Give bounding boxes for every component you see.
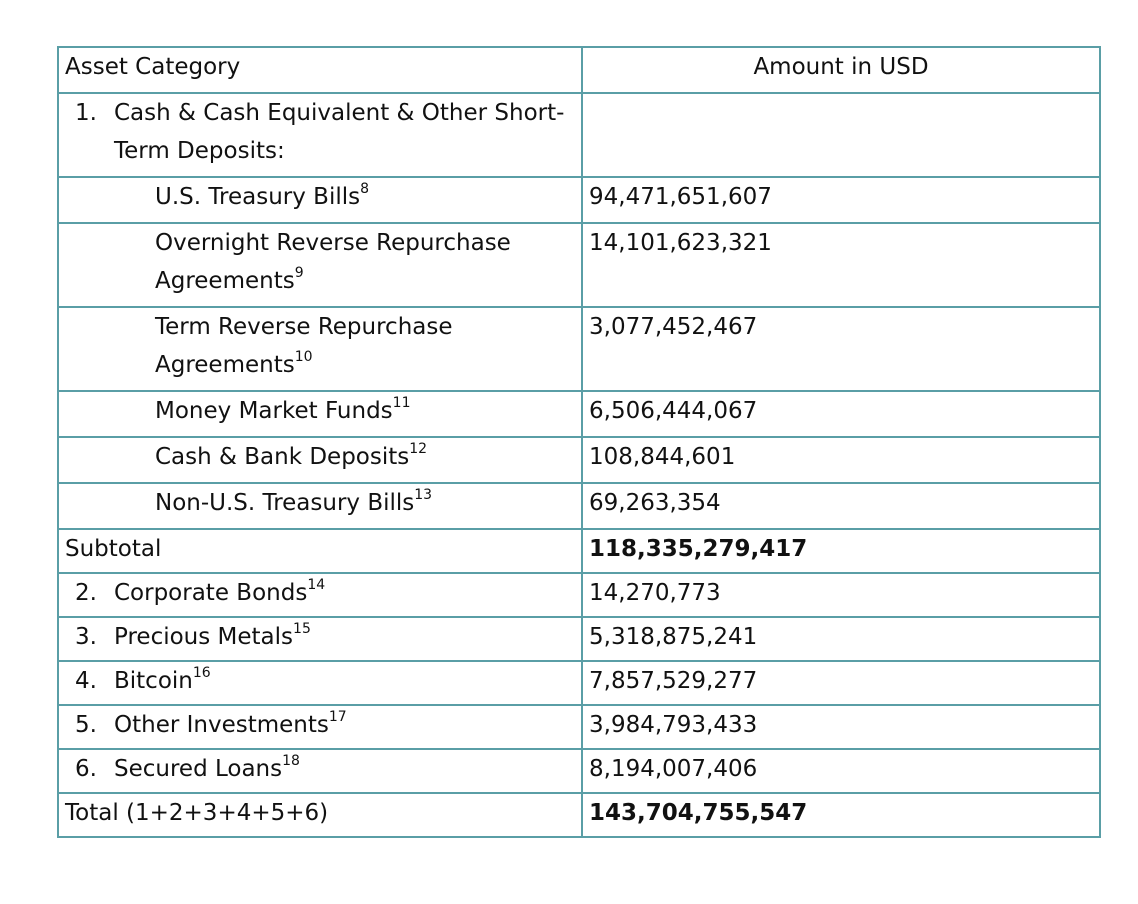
item-number: 5. <box>75 712 97 738</box>
subrow-label-cell <box>58 483 582 529</box>
asset-table-container <box>57 46 1099 838</box>
table-row <box>58 749 1100 793</box>
table-row <box>58 391 1100 437</box>
subrow-amount: 6,506,444,067 <box>582 391 1100 437</box>
subrow-label-cell <box>58 223 582 307</box>
item-label-cell <box>58 705 582 749</box>
subrow-label: Cash & Bank Deposits <box>155 444 410 470</box>
table-header-row <box>58 47 1100 93</box>
table-row <box>58 223 1100 307</box>
item-label-cell <box>58 573 582 617</box>
footnote-marker: 11 <box>392 395 411 412</box>
header-asset-category: Asset Category <box>58 47 582 93</box>
item-label: Bitcoin <box>114 668 193 694</box>
footnote-marker: 17 <box>328 709 347 726</box>
table-row <box>58 705 1100 749</box>
subrow-label-cell <box>58 437 582 483</box>
footnote-marker: 14 <box>307 577 326 594</box>
subrow-label: Money Market Funds <box>155 398 393 424</box>
item-amount: 8,194,007,406 <box>582 749 1100 793</box>
section-1-row <box>58 93 1100 177</box>
table-row <box>58 661 1100 705</box>
table-row <box>58 573 1100 617</box>
subrow-label: U.S. Treasury Bills <box>155 184 361 210</box>
item-label-cell <box>58 661 582 705</box>
table-row <box>58 437 1100 483</box>
footnote-marker: 8 <box>360 181 370 198</box>
subrow-amount: 14,101,623,321 <box>582 223 1100 307</box>
item-label: Corporate Bonds <box>114 580 308 606</box>
subrow-amount: 3,077,452,467 <box>582 307 1100 391</box>
item-label-cell <box>58 617 582 661</box>
item-number: 6. <box>75 756 97 782</box>
footnote-marker: 13 <box>414 487 433 504</box>
subrow-label: Non-U.S. Treasury Bills <box>155 490 415 516</box>
total-label: Total (1+2+3+4+5+6) <box>58 793 582 837</box>
subrow-amount: 94,471,651,607 <box>582 177 1100 223</box>
asset-table <box>57 46 1101 838</box>
header-amount-usd: Amount in USD <box>582 47 1100 93</box>
item-amount: 3,984,793,433 <box>582 705 1100 749</box>
item-amount: 7,857,529,277 <box>582 661 1100 705</box>
table-row <box>58 483 1100 529</box>
item-label: Secured Loans <box>114 756 283 782</box>
subrow-label-cell <box>58 177 582 223</box>
subrow-label: Overnight Reverse Repurchase Agreements <box>155 230 511 294</box>
item-amount: 14,270,773 <box>582 573 1100 617</box>
section-1-label: Cash & Cash Equivalent & Other Short-Term Deposits: <box>114 100 565 164</box>
subrow-amount: 108,844,601 <box>582 437 1100 483</box>
section-1-amount <box>582 93 1100 177</box>
subrow-label-cell <box>58 391 582 437</box>
table-row <box>58 177 1100 223</box>
subtotal-amount: 118,335,279,417 <box>582 529 1100 573</box>
subrow-amount: 69,263,354 <box>582 483 1100 529</box>
footnote-marker: 9 <box>294 265 304 282</box>
item-number: 3. <box>75 624 97 650</box>
subtotal-row <box>58 529 1100 573</box>
item-number: 2. <box>75 580 97 606</box>
footnote-marker: 10 <box>294 349 313 366</box>
item-number: 4. <box>75 668 97 694</box>
item-label-cell <box>58 749 582 793</box>
total-amount: 143,704,755,547 <box>582 793 1100 837</box>
footnote-marker: 12 <box>409 441 428 458</box>
subtotal-label: Subtotal <box>58 529 582 573</box>
item-label: Precious Metals <box>114 624 294 650</box>
footnote-marker: 15 <box>293 621 311 638</box>
subrow-label: Term Reverse Repurchase Agreements <box>155 314 453 378</box>
subrow-label-cell <box>58 307 582 391</box>
item-label: Other Investments <box>114 712 329 738</box>
table-row <box>58 617 1100 661</box>
footnote-marker: 18 <box>282 753 300 770</box>
table-row <box>58 307 1100 391</box>
total-row <box>58 793 1100 837</box>
section-1-number: 1. <box>75 100 97 126</box>
footnote-marker: 16 <box>192 665 211 682</box>
section-1-cell <box>58 93 582 177</box>
item-amount: 5,318,875,241 <box>582 617 1100 661</box>
